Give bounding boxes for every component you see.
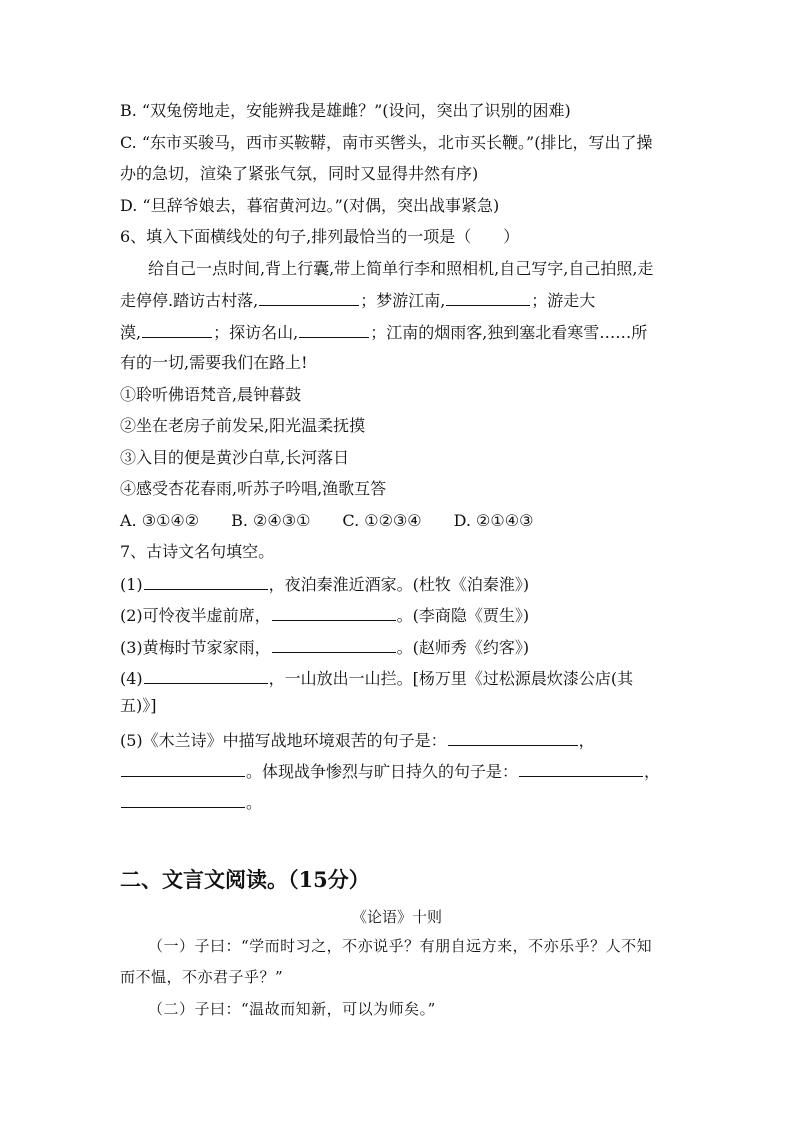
answer-blank[interactable] (259, 290, 359, 306)
answer-blank[interactable] (272, 637, 396, 653)
item-number: (4) (120, 669, 143, 688)
classic-passage-1-line2: 而不愠，不亦君子乎？” (120, 968, 284, 986)
fill-item-4-cont: 五)》] (120, 696, 157, 715)
sentence-2: ②坐在老房子前发呆,阳光温柔抚摸 (120, 416, 366, 435)
answer-blank[interactable] (121, 761, 245, 777)
item-text: (5)《木兰诗》中描写战地环境艰苦的句子是： (120, 731, 447, 750)
passage-line2 (120, 290, 595, 311)
option-b: B. “双兔傍地走，安能辨我是雄雌？”(设问，突出了识别的困难) (120, 101, 571, 120)
answer-blank[interactable] (448, 730, 578, 746)
fill-item-5-end (120, 792, 262, 813)
answer-blank[interactable] (144, 668, 268, 684)
answer-blank[interactable] (272, 605, 396, 621)
passage-line1: 给自己一点时间,背上行囊,带上简单行李和照相机,自己写字,自己拍照,走 (148, 259, 654, 278)
passage-line3 (120, 322, 647, 343)
question-7: 7、古诗文名句填空。 (120, 542, 275, 561)
passage-text: ；梦游江南, (360, 291, 446, 310)
section-heading: 二、文言文阅读。（15分） (120, 867, 370, 892)
item-text: ，一山放出一山拦。[杨万里《过松源晨炊漆公店(其 (268, 669, 634, 688)
answer-blank[interactable] (299, 322, 369, 338)
answer-blank[interactable] (519, 761, 643, 777)
passage-text: ；江南的烟雨客,独到塞北看寒雪……所 (370, 323, 648, 342)
passage-text: 漠, (120, 323, 142, 342)
sentence-1: ①聆听佛语梵音,晨钟暮鼓 (120, 385, 302, 404)
passage-text: 走停停.踏访古村落, (120, 291, 259, 310)
fill-item-5-cont (120, 761, 660, 782)
sentence-3: ③入目的便是黄沙白草,长河落日 (120, 448, 350, 467)
passage-line4: 有的一切,需要我们在路上! (120, 353, 308, 372)
passage-text: ；游走大 (531, 291, 596, 310)
item-text: 。(李商隐《贾生》) (396, 606, 530, 625)
fill-item-5 (120, 730, 595, 751)
answer-blank[interactable] (446, 290, 530, 306)
item-text: 。 (246, 793, 263, 812)
option-d: D. “旦辞爷娘去，暮宿黄河边。”(对偶，突出战事紧急) (120, 196, 500, 215)
fill-item-3 (120, 637, 529, 658)
fill-item-2 (120, 605, 529, 626)
item-text: ， (578, 731, 595, 750)
answer-blank[interactable] (121, 792, 245, 808)
item-text: 。体现战争惨烈与旷日持久的句子是： (246, 762, 519, 781)
item-text: (3)黄梅时节家家雨， (120, 638, 271, 657)
question-6: 6、填入下面横线处的句子,排列最恰当的一项是（ ） (120, 227, 520, 246)
answer-blank[interactable] (144, 574, 268, 590)
answer-choices: A. ③①④② B. ②④③① C. ①②③④ D. ②①④③ (120, 511, 534, 530)
item-text: ， (644, 762, 661, 781)
classic-passage-2: （二）子曰：“温故而知新，可以为师矣。” (148, 1000, 436, 1018)
fill-item-1 (120, 574, 529, 595)
option-c-line2: 办的急切，渲染了紧张气氛，同时又显得井然有序) (120, 164, 479, 183)
sentence-4: ④感受杏花春雨,听苏子吟唱,渔歌互答 (120, 479, 387, 498)
passage-text: ；探访名山, (213, 323, 299, 342)
text-title: 《论语》十则 (351, 908, 442, 926)
item-text: ，夜泊秦淮近酒家。(杜牧《泊秦淮》) (268, 575, 530, 594)
item-text: 。(赵师秀《约客》) (396, 638, 530, 657)
option-c-line1: C. “东市买骏马，西市买鞍鞯，南市买辔头，北市买长鞭。”(排比，写出了操 (120, 133, 653, 152)
item-number: (1) (120, 575, 143, 594)
fill-item-4 (120, 668, 633, 689)
answer-blank[interactable] (142, 322, 212, 338)
item-text: (2)可怜夜半虚前席， (120, 606, 271, 625)
classic-passage-1-line1: （一）子曰：“学而时习之，不亦说乎？有朋自远方来，不亦乐乎？人不知 (148, 937, 653, 955)
